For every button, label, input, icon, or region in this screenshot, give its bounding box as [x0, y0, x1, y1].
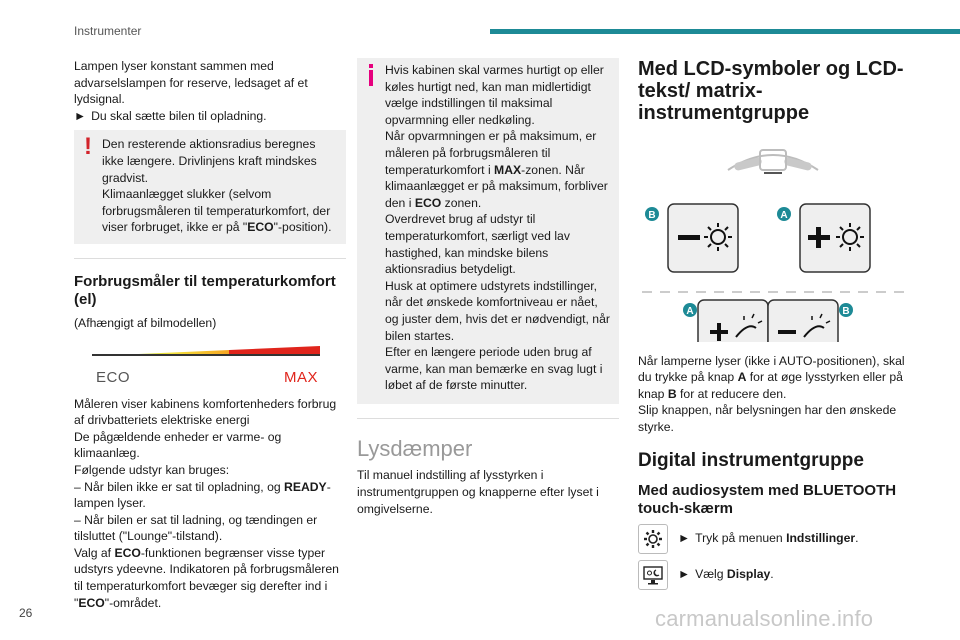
- page-number: 26: [19, 606, 33, 620]
- warning-note: [74, 130, 346, 244]
- label-b-bottom: [839, 303, 853, 317]
- section-divider: [357, 418, 619, 419]
- arrow-icon: ►: [74, 108, 87, 123]
- column-1: [74, 58, 346, 611]
- section-heading-bluetooth: Med audiosystem med BLUETOOTH touch-skærm: [638, 481, 897, 517]
- section-divider: [74, 258, 346, 259]
- warning-exclamation-icon: !: [84, 133, 92, 161]
- button-a-plus-icon: [800, 204, 870, 272]
- section-heading-dimmer: Lysdæmper: [357, 435, 473, 461]
- step-settings: [638, 524, 910, 554]
- section-heading-digital: Digital instrumentgruppe: [638, 449, 864, 471]
- instrument-cluster-icon: [728, 150, 818, 174]
- label-a-top-text: A: [780, 210, 788, 221]
- bottom-button-b-minus-icon: [768, 300, 838, 342]
- dimmer-instructions: Når lamperne lyser (ikke i AUTO-positionen), skal du trykke på knap A for at øge lysstyrken eller på knap B for at reducere den.: [638, 353, 905, 401]
- dimmer-release-text: Slip knappen, når belysningen har den ønskede styrke.: [638, 403, 897, 434]
- bottom-button-a-plus-icon: [698, 300, 768, 342]
- info-icon: [363, 62, 379, 88]
- label-b-top: [645, 207, 659, 221]
- header-accent-bar: [490, 29, 960, 34]
- label-b-bottom-text: B: [842, 306, 850, 317]
- gear-icon: [638, 524, 668, 554]
- section-heading-lcd: Med LCD-symboler og LCD-tekst/ matrix-instrumentgruppe: [638, 58, 904, 124]
- info-note-line3: Overdrevet brug af udstyr til temperaturkomfort, særligt ved lav hastighed, kan mindske bilens aktionsradius betydeligt.: [385, 212, 570, 277]
- intro-paragraph: Lampen lyser konstant sammen med advarselslampen for reserve, ledsaget af et lydsignal.: [74, 59, 308, 107]
- dimmer-buttons-figure: [638, 132, 910, 342]
- comfort-consumption-gauge: [74, 342, 346, 390]
- header-title: Instrumenter: [74, 24, 142, 38]
- watermark: carmanualsonline.info: [655, 606, 874, 631]
- info-note-line1: Hvis kabinen skal varmes hurtigt op eller køles hurtigt ned, kan man midlertidigt vælge indstillingen til maksimal opvarmning eller nedkøling.: [385, 63, 604, 127]
- step-display: [638, 560, 910, 590]
- column-3: [638, 58, 910, 596]
- warning-note-line1: Den resterende aktionsradius beregnes ikke længere. Drivlinjens kraft mindskes gradvist.: [102, 137, 317, 185]
- dash-item-1: – Når bilen ikke er sat til opladning, og READY-lampen lyser.: [74, 479, 331, 511]
- label-a-bottom: [683, 303, 697, 317]
- intro-bullet: ► Du skal sætte bilen til opladning.: [74, 108, 267, 123]
- info-note: [357, 58, 619, 404]
- info-note-line5: Efter en længere periode uden brug af varme, kan man bemærke en svag lugt i løbet af de første minutter.: [385, 345, 603, 393]
- warning-note-line2: Klimaanlægget slukker (selvom forbrugsmåleren til temperaturkomfort, der viser forbruget, ikke er på "ECO"-position).: [102, 187, 332, 235]
- display-brightness-icon: [638, 560, 668, 590]
- paragraph-3: Følgende udstyr kan bruges:: [74, 462, 230, 477]
- label-a-top: [777, 207, 791, 221]
- label-a-bottom-text: A: [686, 306, 694, 317]
- section-subtitle: (Afhængigt af bilmodellen): [74, 315, 217, 330]
- step-settings-text: ► Tryk på menuen Indstillinger.: [678, 531, 859, 546]
- paragraph-2: De pågældende enheder er varme- og klimaanlæg.: [74, 429, 282, 461]
- label-b-top-text: B: [648, 210, 656, 221]
- gauge-max-label: MAX: [284, 368, 319, 386]
- column-2: [357, 58, 619, 517]
- paragraph-1: Måleren viser kabinens komfortenheders forbrug af drivbatteriets elektriske energi: [74, 396, 337, 428]
- gauge-bar-graphic: [92, 346, 320, 356]
- info-note-line2: Når opvarmningen er på maksimum, er måleren på forbrugsmåleren til temperaturkomfort i MAX-zonen. Når klimaanlægget er på maksimum, forbliver den i ECO zonen.: [385, 129, 608, 210]
- paragraph-4: Valg af ECO-funktionen begrænser visse typer udstyrs ydeevne. Indikatoren på forbrugsmåleren til temperaturkomfort bevæger sig derefter ind i "ECO"-området.: [74, 545, 339, 610]
- gauge-eco-label: ECO: [96, 368, 131, 386]
- info-note-line4: Husk at optimere udstyrets indstillinger, når det ønskede komfortniveau er nået, og juster dem, hvis det er nødvendigt, når bilen startes.: [385, 278, 610, 343]
- step-display-text: ► Vælg Display.: [678, 567, 774, 582]
- dash-item-2: – Når bilen er sat til ladning, og tændingen er tilsluttet ("Lounge"-tilstand).: [74, 512, 318, 544]
- section-heading-consumption: Forbrugsmåler til temperaturkomfort (el): [74, 272, 336, 308]
- bottom-button-pair: [698, 300, 838, 342]
- button-b-minus-icon: [668, 204, 738, 272]
- dimmer-paragraph: Til manuel indstilling af lysstyrken i instrumentgruppen og knapperne efter lyset i omgivelserne.: [357, 468, 599, 516]
